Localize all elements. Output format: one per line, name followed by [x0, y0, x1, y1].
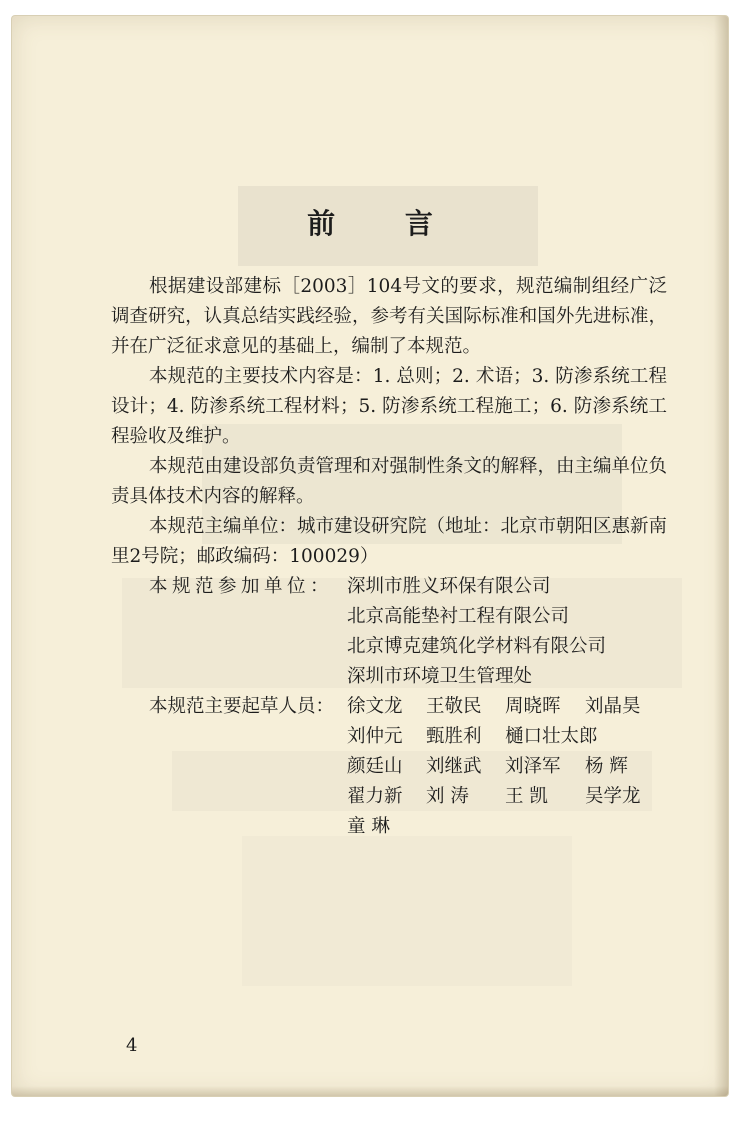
- drafter-name: 王敬民: [426, 696, 482, 717]
- page-title: 前 言: [307, 207, 463, 240]
- page-edge-shadow-right: [714, 16, 728, 1096]
- drafters-label: 本规范主要起草人员：: [149, 696, 335, 717]
- drafter-name: 刘仲元: [347, 726, 403, 747]
- drafter-name: 刘泽军: [505, 756, 561, 777]
- paragraph-chief-editor: 本规范主编单位：城市建设研究院（地址：北京市朝阳区惠新南里2号院；邮政编码：100029）: [111, 516, 668, 567]
- drafter-name: 甄胜利: [426, 726, 482, 747]
- drafter-name: 周晓晖: [505, 696, 561, 717]
- drafter-name: 童 琳: [347, 816, 390, 837]
- bleed-through-block: [172, 751, 652, 811]
- page-number: 4: [126, 1035, 138, 1056]
- drafter-name: 刘 涛: [426, 786, 469, 807]
- drafter-name: 樋口壮太郎: [505, 726, 598, 747]
- document-page: [12, 16, 728, 1096]
- drafter-name: 徐文龙: [347, 696, 403, 717]
- participant-unit: 深圳市环境卫生管理处: [347, 666, 533, 687]
- paragraph-background: 根据建设部建标［2003］104号文的要求，规范编制组经广泛调查研究，认真总结实践经验，参考有关国际标准和国外先进标准，并在广泛征求意见的基础上，编制了本规范。: [111, 276, 667, 357]
- drafter-name: 吴学龙: [585, 786, 641, 807]
- drafter-name: 王 凯: [505, 786, 548, 807]
- drafter-name: 杨 辉: [585, 756, 628, 777]
- drafter-name: 刘继武: [426, 756, 482, 777]
- paragraph-technical-content: 本规范的主要技术内容是：1. 总则；2. 术语；3. 防渗系统工程设计；4. 防渗系统工程材料；5. 防渗系统工程施工；6. 防渗系统工程验收及维护。: [111, 366, 667, 447]
- paragraph-management: 本规范由建设部负责管理和对强制性条文的解释，由主编单位负责具体技术内容的解释。: [111, 456, 668, 507]
- page-edge-shadow-bottom: [12, 1086, 728, 1096]
- drafter-name: 翟力新: [347, 786, 403, 807]
- drafter-name: 颜廷山: [347, 756, 403, 777]
- participant-unit: 北京博克建筑化学材料有限公司: [347, 636, 607, 657]
- participants-label: 本规范参加单位：: [149, 576, 334, 597]
- drafter-name: 刘晶昊: [585, 696, 641, 717]
- participant-unit: 北京高能垫衬工程有限公司: [347, 606, 570, 627]
- participant-unit: 深圳市胜义环保有限公司: [347, 576, 551, 597]
- bleed-through-block: [242, 836, 572, 986]
